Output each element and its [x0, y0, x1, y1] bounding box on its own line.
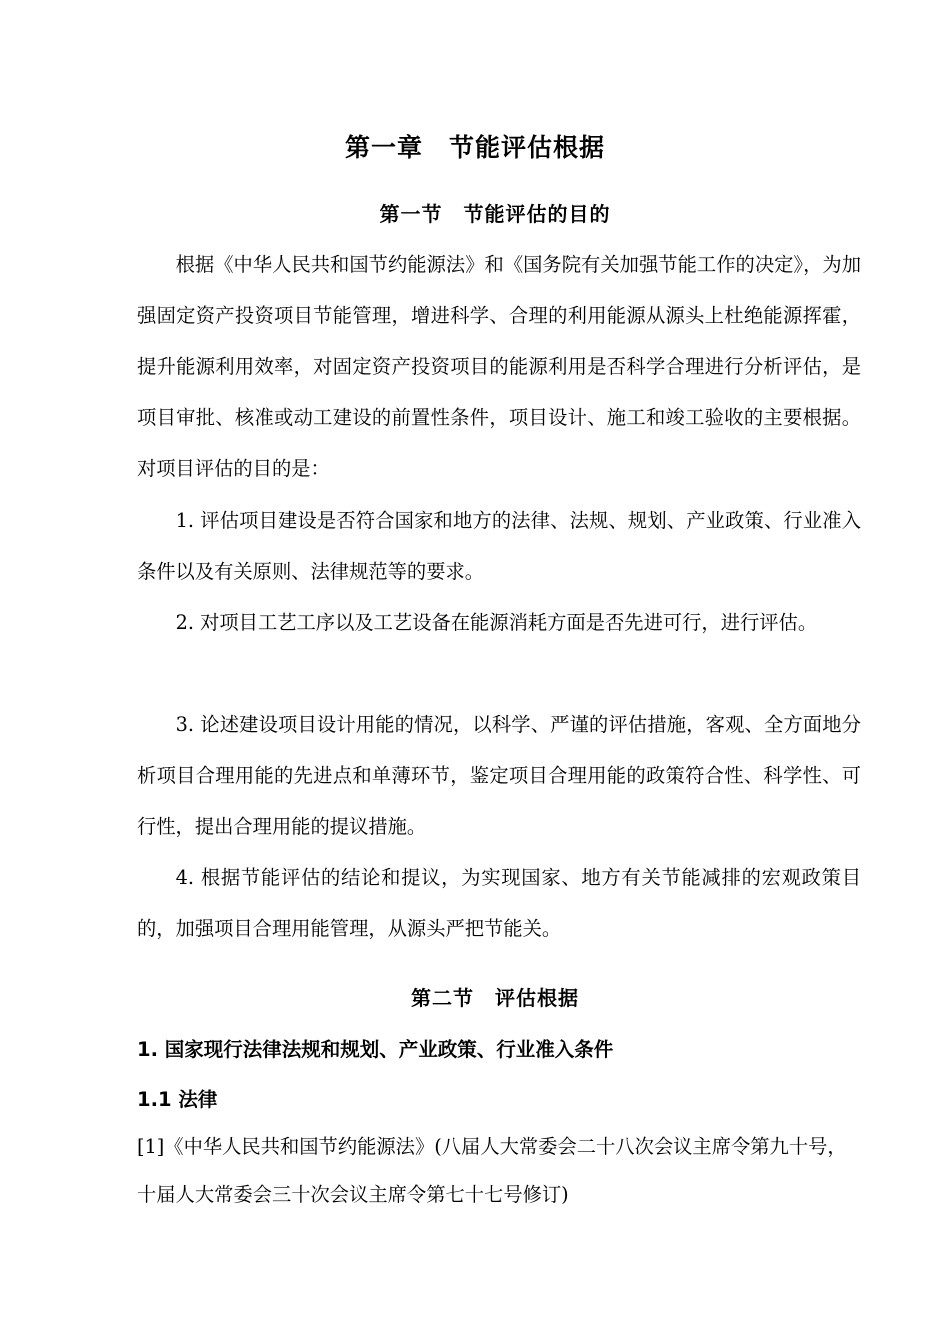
intro-paragraph: 根据《中华人民共和国节约能源法》和《国务院有关加强节能工作的决定》，为加强固定资产投资项目节能管理，增进科学、合理的利用能源从源头上杜绝能源挥霍，提升能源利用效率，对固定资产投资项目的能源利用是否科学合理进行分析评估，是项目审批、核准或动工建设的前置性条件，项目设计、施工和竣工验收的主要根据。对项目评估的目的是： [137, 253, 861, 480]
section2-title: 第二节 评估根据 [411, 986, 579, 1010]
purpose-item-4 [137, 852, 861, 954]
purpose-item-text: 1. 评估项目建设是否符合国家和地方的法律、法规、规划、产业政策、行业准入条件以及有关原则、法律规范等的要求。 [137, 509, 861, 583]
purpose-item-text: 2. 对项目工艺工序以及工艺设备在能源消耗方面是否先进可行，进行评估。 [175, 611, 818, 634]
heading-law: 1.1 法律 [137, 1088, 218, 1111]
purpose-item-2 [137, 597, 861, 648]
heading-laws-policies: 1. 国家现行法律法规和规划、产业政策、行业准入条件 [137, 1038, 614, 1061]
purpose-item-text: 4. 根据节能评估的结论和提议，为实现国家、地方有关节能减排的宏观政策目的，加强项目合理用能管理，从源头严把节能关。 [137, 866, 861, 940]
section1-title: 第一节 节能评估的目的 [379, 202, 611, 226]
section1-intro [137, 239, 861, 494]
purpose-item-1 [137, 495, 861, 597]
purpose-item-3 [137, 699, 861, 852]
chapter-title: 第一章 节能评估根据 [344, 133, 605, 162]
purpose-item-text: 3. 论述建设项目设计用能的情况，以科学、严谨的评估措施，客观、全方面地分析项目合理用能的先进点和单薄环节，鉴定项目合理用能的政策符合性、科学性、可行性，提出合理用能的提议措施。 [137, 713, 861, 838]
reference-text: [1]《中华人民共和国节约能源法》(八届人大常委会二十八次会议主席令第九十号，十届人大常委会三十次会议主席令第七十七号修订) [137, 1135, 847, 1206]
reference-1 [137, 1123, 861, 1219]
